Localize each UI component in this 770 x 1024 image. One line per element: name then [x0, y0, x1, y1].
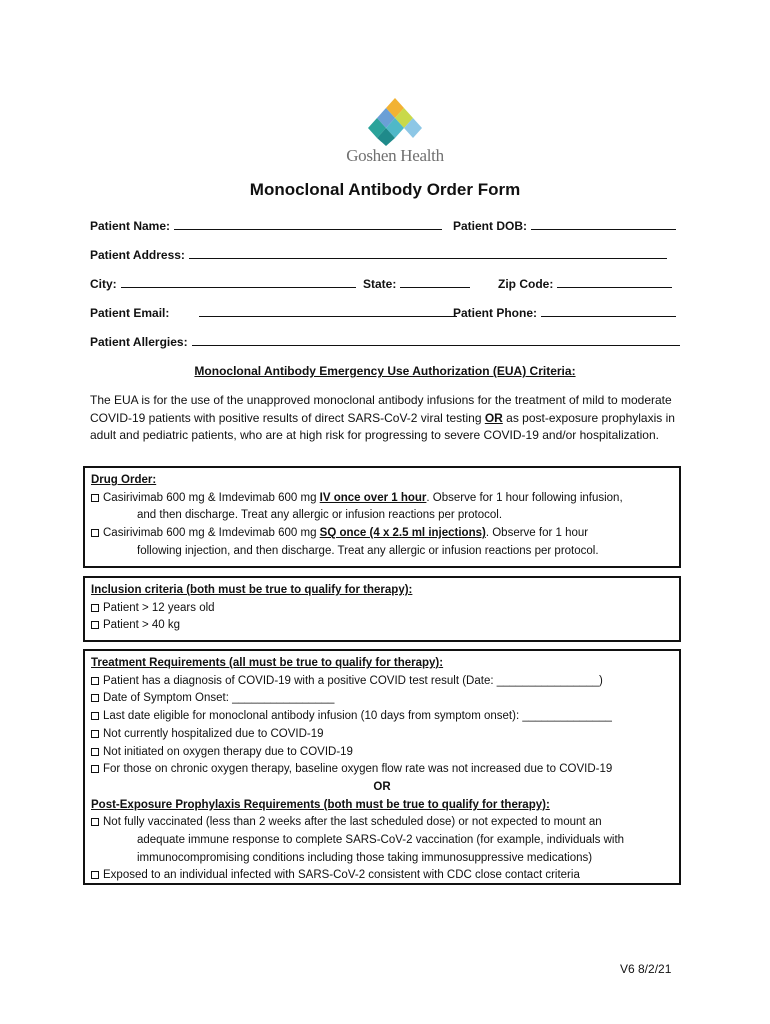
checkbox-icon[interactable] [91, 748, 99, 756]
field-row-name-dob [90, 218, 680, 236]
drug-order-item-sq[interactable] [91, 525, 673, 543]
item-text: . Observe for 1 hour following infusion, [426, 491, 623, 504]
field-row-allergies [90, 334, 680, 352]
logo-mark-icon [368, 96, 422, 146]
patient-dob-label: Patient DOB: [453, 219, 528, 233]
pep-item-exposure[interactable] [91, 867, 673, 885]
treatment-item[interactable] [91, 726, 673, 744]
version-label: V6 8/2/21 [620, 962, 672, 976]
field-row-email-phone [90, 305, 680, 323]
checkbox-icon[interactable] [91, 494, 99, 502]
inclusion-item-weight[interactable] [91, 617, 673, 635]
item-text: Date of Symptom Onset: ________________ [103, 692, 335, 705]
item-continuation: following injection, and then discharge. Treat any allergic or infusion reactions per protocol. [137, 544, 599, 557]
city-field[interactable] [90, 276, 356, 291]
item-text-emph: SQ once (4 x 2.5 ml injections) [319, 527, 486, 540]
item-text: Not currently hospitalized due to COVID-19 [103, 727, 324, 740]
eua-title: Monoclonal Antibody Emergency Use Authorization (EUA) Criteria: [194, 364, 576, 378]
checkbox-icon[interactable] [91, 604, 99, 612]
or-separator: OR [373, 780, 391, 793]
logo-text: Goshen Health [346, 146, 444, 165]
patient-email-label: Patient Email: [90, 306, 170, 320]
patient-dob-field[interactable] [453, 218, 676, 233]
city-label: City: [90, 277, 117, 291]
treatment-item[interactable] [91, 690, 673, 708]
treatment-box [83, 649, 681, 885]
checkbox-icon[interactable] [91, 730, 99, 738]
item-text: Exposed to an individual infected with SARS-CoV-2 consistent with CDC close contact criteria [103, 869, 580, 882]
page-title: Monoclonal Antibody Order Form [249, 180, 521, 199]
patient-email-field[interactable] [90, 305, 457, 320]
patient-address-label: Patient Address: [90, 248, 185, 262]
inclusion-heading: Inclusion criteria (both must be true to qualify for therapy): [91, 584, 413, 596]
eua-text-2: as post-exposure prophylaxis in adult and pediatric patients, who are at high risk for progressing to severe COVID-19 and/or hospitalization. [90, 410, 675, 442]
drug-order-heading: Drug Order: [91, 474, 157, 486]
item-continuation: and then discharge. Treat any allergic or infusion reactions per protocol. [137, 509, 503, 522]
field-row-address [90, 247, 680, 265]
item-text: For those on chronic oxygen therapy, baseline oxygen flow rate was not increased due to COVID-19 [103, 763, 613, 776]
treatment-item[interactable] [91, 744, 673, 762]
eua-paragraph [90, 392, 680, 445]
patient-allergies-label: Patient Allergies: [90, 335, 188, 349]
patient-phone-label: Patient Phone: [453, 306, 538, 320]
patient-phone-field[interactable] [453, 305, 676, 320]
inclusion-box [83, 576, 681, 642]
patient-name-label: Patient Name: [90, 219, 171, 233]
patient-address-field[interactable] [90, 247, 667, 262]
item-text: Casirivimab 600 mg & Imdevimab 600 mg [103, 527, 320, 540]
item-continuation: immunocompromising conditions including those taking immunosuppressive medications) [137, 851, 593, 864]
field-row-city-state-zip [90, 276, 680, 294]
treatment-item[interactable] [91, 761, 673, 779]
zip-field[interactable] [498, 276, 672, 291]
treatment-item[interactable] [91, 673, 673, 691]
item-text: Patient > 12 years old [103, 601, 215, 614]
item-text: . Observe for 1 hour [485, 527, 589, 540]
pep-heading: Post-Exposure Prophylaxis Requirements (both must be true to qualify for therapy): [91, 798, 550, 811]
state-field[interactable] [363, 276, 470, 291]
checkbox-icon[interactable] [91, 765, 99, 773]
checkbox-icon[interactable] [91, 712, 99, 720]
checkbox-icon[interactable] [91, 677, 99, 685]
eua-or: OR [484, 410, 503, 425]
goshen-health-logo [340, 96, 450, 168]
checkbox-icon[interactable] [91, 529, 99, 537]
checkbox-icon[interactable] [91, 871, 99, 879]
patient-allergies-field[interactable] [90, 334, 680, 349]
treatment-heading: Treatment Requirements (all must be true to qualify for therapy): [91, 657, 444, 669]
checkbox-icon[interactable] [91, 621, 99, 629]
item-text: Patient > 40 kg [103, 619, 181, 632]
checkbox-icon[interactable] [91, 818, 99, 826]
drug-order-box [83, 466, 681, 568]
item-text: Patient has a diagnosis of COVID-19 with a positive COVID test result (Date: ________________) [103, 674, 603, 687]
item-text: Not initiated on oxygen therapy due to COVID-19 [103, 745, 353, 758]
checkbox-icon[interactable] [91, 694, 99, 702]
item-text-emph: IV once over 1 hour [319, 491, 427, 504]
state-label: State: [363, 277, 397, 291]
item-continuation: adequate immune response to complete SARS-CoV-2 vaccination (for example, individuals with [137, 834, 625, 847]
pep-item-vaccination[interactable] [91, 814, 673, 832]
patient-name-field[interactable] [90, 218, 442, 233]
eua-text-1: The EUA is for the use of the unapproved monoclonal antibody infusions for the treatment of mild to moderate COVID-19 patients with positive results of direct SARS-CoV-2 viral testing [90, 393, 672, 425]
item-text: Not fully vaccinated (less than 2 weeks after the last scheduled dose) or not expected to mount an [103, 816, 602, 829]
treatment-item[interactable] [91, 708, 673, 726]
item-text: Casirivimab 600 mg & Imdevimab 600 mg [103, 491, 320, 504]
inclusion-item-age[interactable] [91, 600, 673, 618]
drug-order-item-iv[interactable] [91, 490, 673, 508]
item-text: Last date eligible for monoclonal antibody infusion (10 days from symptom onset): ______________ [103, 710, 612, 723]
zip-label: Zip Code: [498, 277, 554, 291]
